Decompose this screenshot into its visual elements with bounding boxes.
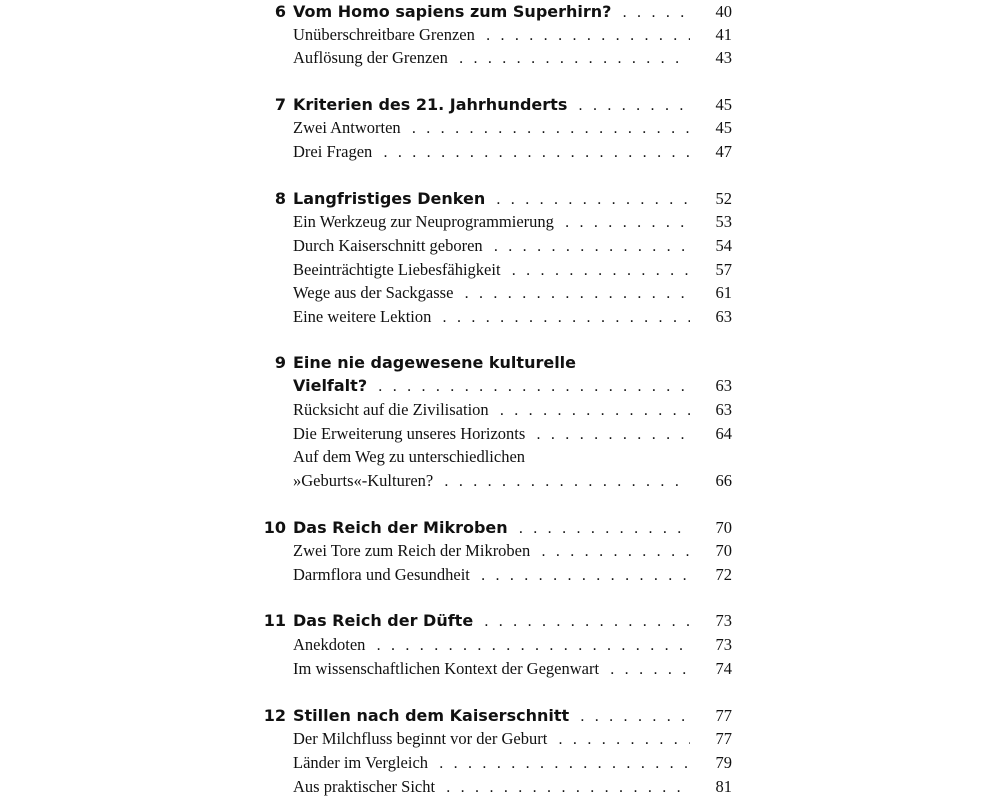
section-title: Länder im Vergleich . . . <box>293 751 693 775</box>
page-number: 45 <box>690 93 732 116</box>
page-number: 57 <box>690 258 732 281</box>
toc-section-row[interactable] <box>0 116 1000 139</box>
chapter-number: 10 <box>263 518 286 537</box>
toc-chapter-row[interactable] <box>0 0 1000 23</box>
toc-section-row-continued[interactable] <box>0 469 1000 492</box>
section-title: »Geburts«-Kulturen? . . . <box>293 469 693 493</box>
toc-section-row[interactable] <box>0 234 1000 257</box>
section-title: Unüberschreitbare Grenzen . . . <box>293 23 693 47</box>
page-number: 43 <box>690 46 732 69</box>
page-number: 64 <box>690 422 732 445</box>
toc-section-row[interactable] <box>0 258 1000 281</box>
toc-chapter-row[interactable] <box>0 93 1000 116</box>
toc-section-row[interactable] <box>0 281 1000 304</box>
section-title: Ein Werkzeug zur Neuprogrammierung . . . <box>293 210 693 234</box>
section-title: Durch Kaiserschnitt geboren . . . <box>293 234 693 258</box>
section-title: Darmflora und Gesundheit . . . <box>293 563 693 587</box>
section-title: Auf dem Weg zu unterschiedlichen <box>293 445 693 468</box>
toc-section-row[interactable] <box>0 210 1000 233</box>
page-number: 66 <box>690 469 732 492</box>
section-title: Aus praktischer Sicht . . . <box>293 775 693 799</box>
page-number: 70 <box>690 539 732 562</box>
section-title: Der Milchfluss beginnt vor der Geburt . . . <box>293 727 693 751</box>
section-title: Drei Fragen . . . <box>293 140 693 164</box>
page-number: 52 <box>690 187 732 210</box>
section-title: Im wissenschaftlichen Kontext der Gegenwart . . . <box>293 657 693 681</box>
chapter-title: Vom Homo sapiens zum Superhirn? . . . <box>293 0 693 24</box>
chapter-number: 11 <box>263 611 286 630</box>
chapter-number: 9 <box>274 353 286 372</box>
section-title: Wege aus der Sackgasse . . . <box>293 281 693 305</box>
toc-section-row[interactable] <box>0 563 1000 586</box>
page-number: 63 <box>690 374 732 397</box>
page-number: 63 <box>690 305 732 328</box>
chapter-title: Kriterien des 21. Jahrhunderts . . . <box>293 93 693 117</box>
section-title: Die Erweiterung unseres Horizonts . . . <box>293 422 693 446</box>
page-number: 70 <box>690 516 732 539</box>
chapter-title: Das Reich der Mikroben . . . <box>293 516 693 540</box>
toc-chapter-row[interactable] <box>0 704 1000 727</box>
toc-section-row[interactable] <box>0 140 1000 163</box>
toc-chapter-row[interactable] <box>0 187 1000 210</box>
toc-section-row[interactable] <box>0 657 1000 680</box>
toc-chapter-row[interactable] <box>0 351 1000 374</box>
toc-section-row[interactable] <box>0 775 1000 798</box>
toc-section-row[interactable] <box>0 46 1000 69</box>
section-title: Eine weitere Lektion . . . <box>293 305 693 329</box>
chapter-title: Eine nie dagewesene kulturelle <box>293 351 693 374</box>
chapter-number: 7 <box>274 95 286 114</box>
section-title: Auflösung der Grenzen . . . <box>293 46 693 70</box>
chapter-title: Vielfalt? . . . <box>293 374 693 398</box>
page-number: 79 <box>690 751 732 774</box>
toc-section-row[interactable] <box>0 398 1000 421</box>
page-number: 54 <box>690 234 732 257</box>
page-number: 77 <box>690 727 732 750</box>
toc-chapter-row[interactable] <box>0 609 1000 632</box>
page-number: 61 <box>690 281 732 304</box>
section-title: Zwei Tore zum Reich der Mikroben . . . <box>293 539 693 563</box>
toc-section-row[interactable] <box>0 23 1000 46</box>
toc-section-row[interactable] <box>0 727 1000 750</box>
page-number: 73 <box>690 609 732 632</box>
page-number: 40 <box>690 0 732 23</box>
page-number: 74 <box>690 657 732 680</box>
toc-section-row[interactable] <box>0 633 1000 656</box>
page-number: 81 <box>690 775 732 798</box>
toc-section-row[interactable] <box>0 539 1000 562</box>
toc-chapter-row-continued[interactable] <box>0 374 1000 397</box>
toc-section-row[interactable] <box>0 422 1000 445</box>
page-number: 72 <box>690 563 732 586</box>
chapter-title: Langfristiges Denken . . . <box>293 187 693 211</box>
section-title: Zwei Antworten . . . <box>293 116 693 140</box>
page-number: 63 <box>690 398 732 421</box>
section-title: Anekdoten . . . <box>293 633 693 657</box>
chapter-number: 6 <box>274 2 286 21</box>
chapter-number: 12 <box>263 706 286 725</box>
section-title: Beeinträchtigte Liebesfähigkeit . . . <box>293 258 693 282</box>
chapter-title: Stillen nach dem Kaiserschnitt . . . <box>293 704 693 728</box>
chapter-title: Das Reich der Düfte . . . <box>293 609 693 633</box>
toc-chapter-row[interactable] <box>0 516 1000 539</box>
toc-section-row[interactable] <box>0 445 1000 468</box>
page-number: 77 <box>690 704 732 727</box>
page-number: 47 <box>690 140 732 163</box>
section-title: Rücksicht auf die Zivilisation . . . <box>293 398 693 422</box>
page-number: 73 <box>690 633 732 656</box>
page-number: 41 <box>690 23 732 46</box>
page-number: 53 <box>690 210 732 233</box>
page-number: 45 <box>690 116 732 139</box>
toc-section-row[interactable] <box>0 751 1000 774</box>
toc-section-row[interactable] <box>0 305 1000 328</box>
chapter-number: 8 <box>274 189 286 208</box>
